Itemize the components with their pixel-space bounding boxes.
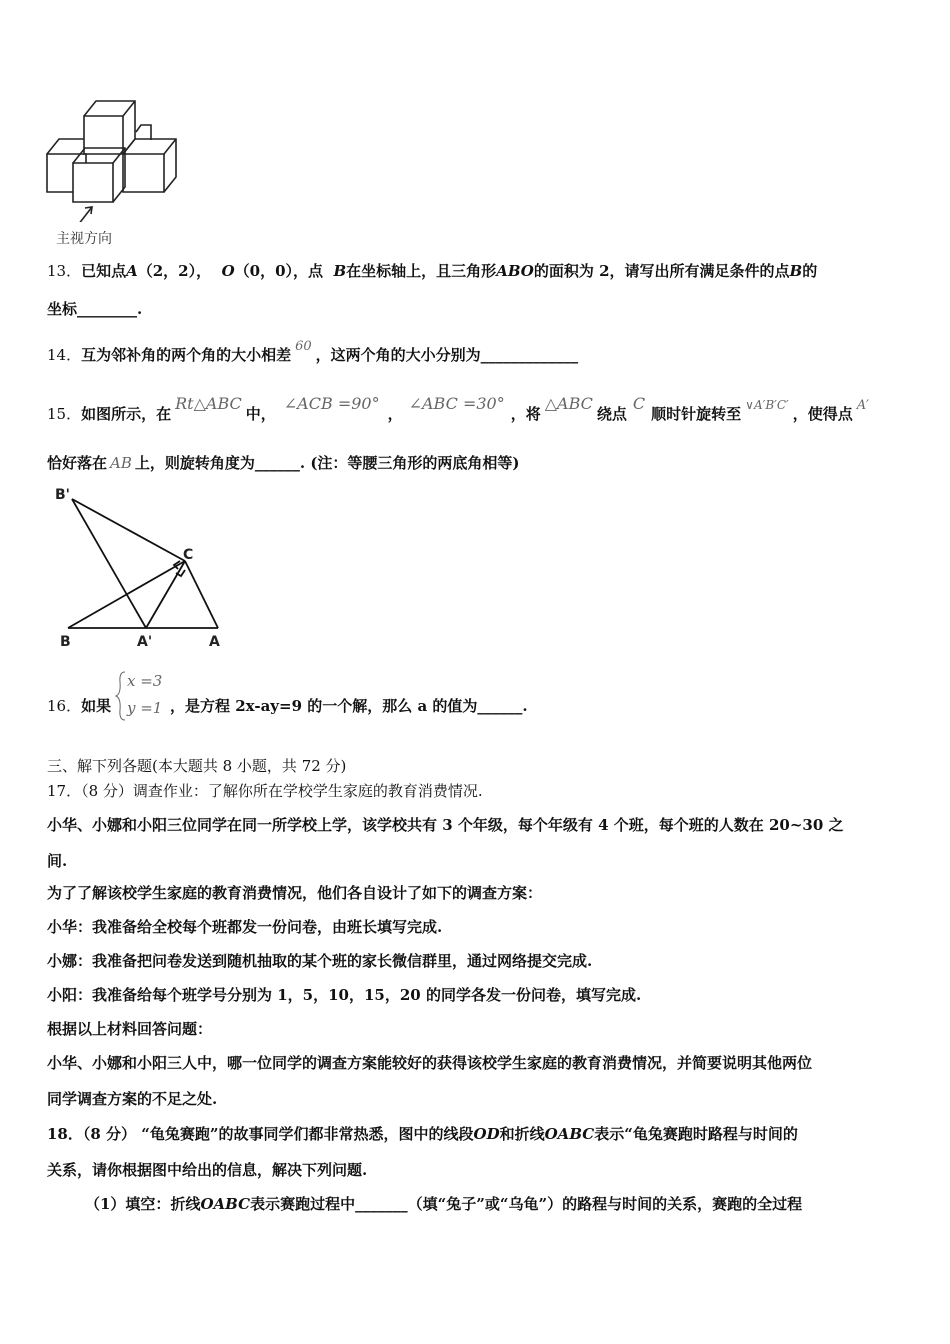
q17-head: 17．（8 分）调查作业：了解你所在学校学生家庭的教育消费情况.	[47, 782, 483, 800]
label-A: A	[209, 634, 220, 650]
q17-p5: 小阳：我准备给每个班学号分别为 1，5，10，15，20 的同学各发一份问卷，填写完成.	[47, 986, 642, 1004]
label-B-prime: B'	[55, 487, 70, 503]
label-A-prime: A'	[137, 634, 153, 650]
q13-line2: 坐标________.	[47, 300, 143, 318]
q15-line2: 恰好落在 AB 上，则旋转角度为______. (注：等腰三角形的两底角相等)	[47, 454, 520, 472]
q17-p6: 根据以上材料回答问题：	[47, 1020, 213, 1038]
q16-line: 16．如果	[47, 697, 112, 715]
triangle-drawing	[50, 485, 240, 655]
q17-p1a: 小华、小娜和小阳三位同学在同一所学校上学，该学校共有 3 个年级，每个年级有 4 个班，每个班的人数在 20~30 之	[47, 816, 844, 834]
q17-p1b: 间.	[47, 852, 68, 870]
q17-p7a: 小华、小娜和小阳三人中，哪一位同学的调查方案能较好的获得该校学生家庭的教育消费情况，并简要说明其他两位	[47, 1054, 813, 1072]
view-direction-caption: 主视方向	[56, 231, 112, 247]
section3-title: 三、解下列各题(本大题共 8 小题，共 72 分)	[47, 757, 347, 775]
q17-p3: 小华：我准备给全校每个班都发一份问卷，由班长填写完成.	[47, 918, 443, 936]
cube-drawing	[40, 92, 190, 222]
label-B: B	[60, 634, 71, 650]
q15-line1: 15．如图所示，在Rt△ABC中，∠ACB =90°，∠ABC =30°，将△ABC绕点C顺时针旋转至 $^{\vee A'B'C'}$ ，使得点 A′	[47, 394, 870, 423]
q17-p2: 为了了解该校学生家庭的教育消费情况，他们各自设计了如下的调查方案：	[47, 884, 543, 902]
q18-line2: 关系，请你根据图中给出的信息，解决下列问题.	[47, 1161, 368, 1179]
q16-eq2: y =1	[127, 699, 163, 717]
q16-eq1: x =3	[127, 672, 163, 690]
q16-line-rest: ，是方程 2x-ay=9 的一个解，那么 a 的值为______.	[170, 697, 528, 715]
q18-sub1: （1）填空：折线OABC表示赛跑过程中_______（填“兔子”或“乌龟”）的路程与时间的关系，赛跑的全过程	[85, 1195, 803, 1213]
q13-line1: 13．已知点A（2，2）， O（0，0），点 B在坐标轴上，且三角形ABO的面积为 2，请写出所有满足条件的点B的	[47, 262, 818, 280]
q16-system	[115, 670, 175, 722]
q14-line: 14．互为邻补角的两个角的大小相差 60 ，这两个角的大小分别为_____________	[47, 339, 579, 364]
q17-p7b: 同学调查方案的不足之处.	[47, 1090, 218, 1108]
q17-p4: 小娜：我准备把问卷发送到随机抽取的某个班的家长微信群里，通过网络提交完成.	[47, 952, 593, 970]
label-C: C	[183, 547, 194, 563]
q18-head: 18．（8 分） “龟兔赛跑”的故事同学们都非常热悉，图中的线段OD和折线OABC表示“龟兔赛跑时路程与时间的	[47, 1125, 798, 1143]
